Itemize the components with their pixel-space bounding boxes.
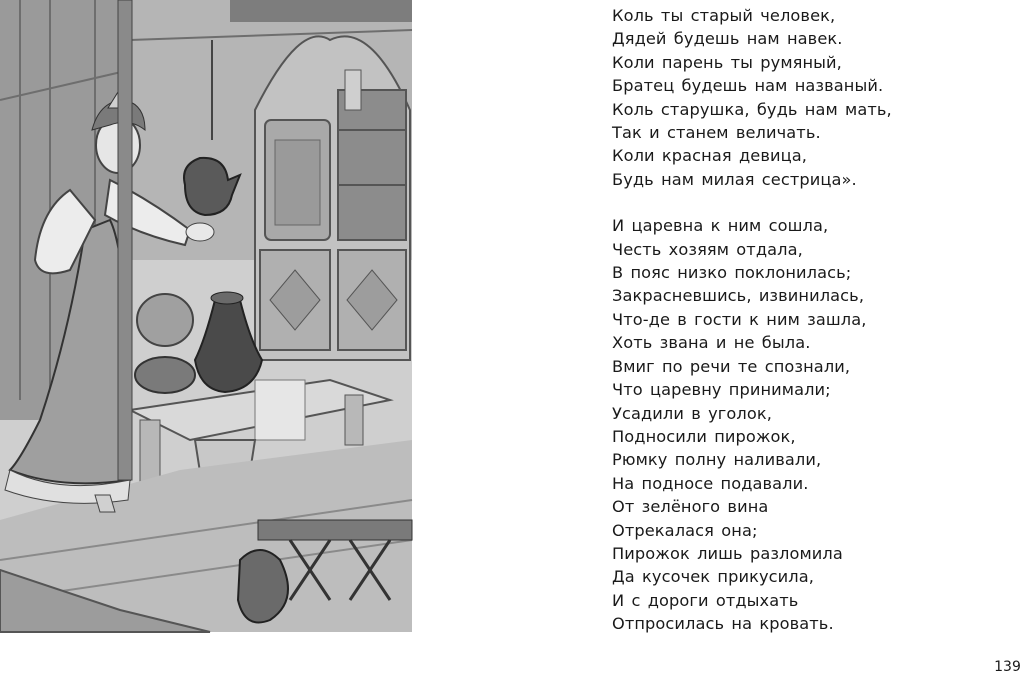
page-number (0, 659, 1021, 675)
stanza-1 (612, 4, 907, 191)
poem-line: Что царевну принимали; (612, 380, 831, 400)
poem-line: Коль ты старый человек, (612, 6, 836, 25)
poem-line: Коли парень ты румяный, (612, 52, 842, 72)
poem-line: Закрасневшись, извинилась, (612, 286, 865, 306)
poem-line: Хоть звана и не была. (612, 333, 811, 353)
poem-line: Дядей будешь нам навек. (612, 29, 843, 49)
poem-line: Коль старушка, будь нам мать, (612, 99, 892, 119)
poem-line: Братец будешь нам названый. (612, 76, 884, 96)
poem-line: Коли красная девица, (612, 146, 807, 166)
illustration-princess-in-hut (0, 0, 412, 632)
poem-line: В пояс низко поклонилась; (612, 263, 852, 283)
poem-line: Вмиг по речи те спознали, (612, 356, 851, 376)
poem-text (612, 4, 907, 636)
poem-line: Усадили в уголок, (612, 403, 772, 423)
poem-line: И царевна к ним сошла, (612, 216, 829, 236)
poem-line: На подносе подавали. (612, 473, 809, 493)
poem-line: Подносили пирожок, (612, 426, 796, 446)
poem-line: Пирожок лишь разломила (612, 543, 843, 563)
poem-line: Да кусочек прикусила, (612, 567, 814, 587)
poem-line: И с дороги отдыхать (612, 590, 799, 610)
poem-line: Отрекалася она; (612, 520, 758, 540)
poem-line: Рюмку полну наливали, (612, 450, 822, 470)
poem-line: Отпросилась на кровать. (612, 614, 834, 634)
poem-line: Честь хозяям отдала, (612, 239, 803, 259)
poem-line: Так и станем величать. (612, 123, 821, 143)
stanza-2 (612, 214, 907, 635)
page-number-text: 139 (994, 659, 1021, 675)
poem-line: Будь нам милая сестрица». (612, 169, 857, 189)
poem-line: От зелёного вина (612, 497, 769, 517)
poem-line: Что-де в гости к ним зашла, (612, 309, 867, 329)
